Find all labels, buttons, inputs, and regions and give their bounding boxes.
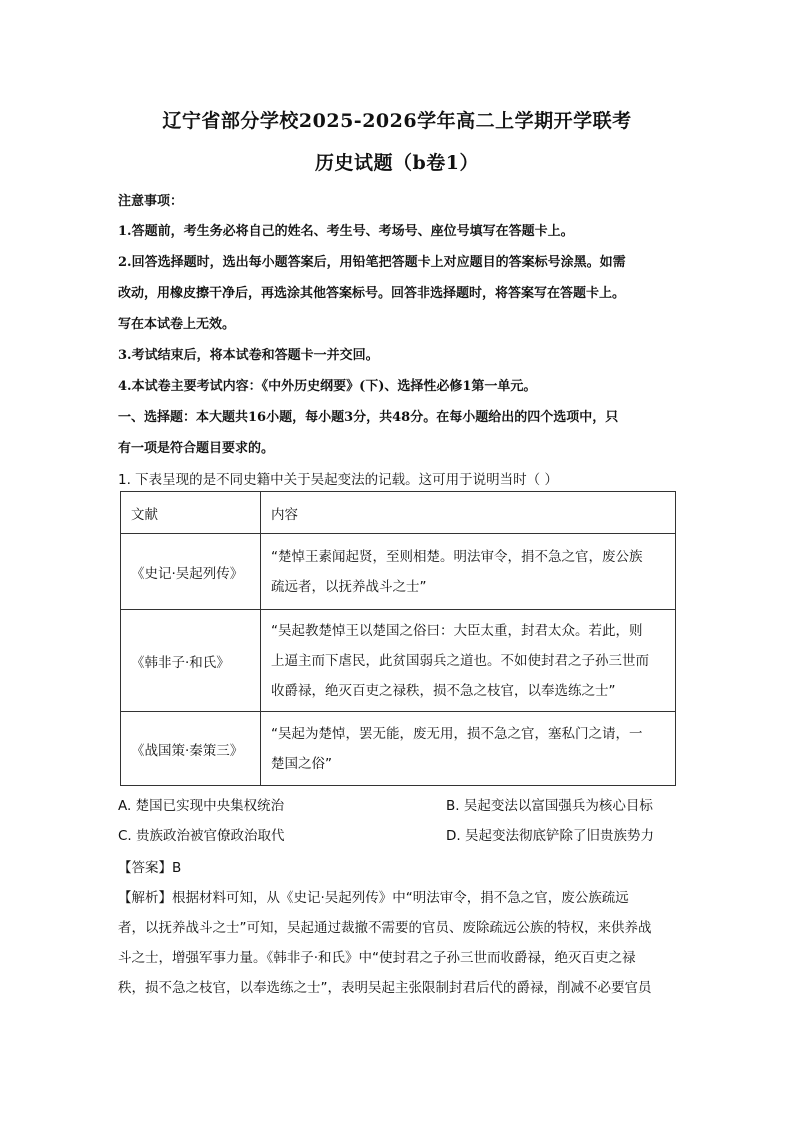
note-item: 写在本试卷上无效。 <box>118 317 236 332</box>
table-header-row <box>121 492 676 534</box>
row-content-line: 上逼主而下虐民，此贫国弱兵之道也。不如使封君之子孙三世而 <box>271 652 649 669</box>
option-d: D. 吴起变法彻底铲除了旧贵族势力 <box>446 828 654 844</box>
row-content-line: “吴起为楚悼，罢无能，废无用，损不急之官，塞私门之请，一 <box>271 725 643 742</box>
option-c: C. 贵族政治被官僚政治取代 <box>118 828 285 844</box>
row-source: 《史记·吴起列传》 <box>121 534 261 610</box>
row-content-line: 疏远者，以抚养战斗之士” <box>271 578 427 595</box>
analysis-line: 者，以抚养战斗之士”可知，吴起通过裁撤不需要的官员、废除疏远公族的特权，来供养战 <box>118 920 652 936</box>
note-item: 3.考试结束后，将本试卷和答题卡一并交回。 <box>118 348 379 363</box>
note-item: 改动，用橡皮擦干净后，再选涂其他答案标号。回答非选择题时，将答案写在答题卡上。 <box>118 286 626 301</box>
analysis-line: 秩，损不急之枝官，以奉选练之士”，表明吴起主张限制封君后代的爵禄，削减不必要官员 <box>118 980 652 996</box>
analysis-line: 【解析】根据材料可知，从《史记·吴起列传》中“明法审令，捐不急之官，废公族疏远 <box>118 890 629 906</box>
notes-heading: 注意事项： <box>118 194 184 209</box>
row-source: 《战国策·秦策三》 <box>121 712 261 786</box>
row-content-line: 楚国之俗” <box>271 755 332 772</box>
row-source: 《韩非子·和氏》 <box>121 610 261 712</box>
answer-line: 【答案】B <box>118 860 182 876</box>
source-table <box>120 491 676 786</box>
row-content <box>261 534 676 610</box>
section-heading: 一、选择题：本大题共16小题，每小题3分，共48分。在每小题给出的四个选项中，只 <box>118 410 619 425</box>
exam-subtitle: 历史试题（b卷1） <box>314 152 479 174</box>
row-content <box>261 712 676 786</box>
row-content-line: 收爵禄，绝灭百吏之禄秩，损不急之枝官，以奉选练之士” <box>271 682 616 699</box>
section-heading-cont: 有一项是符合题目要求的。 <box>118 441 275 456</box>
row-content <box>261 610 676 712</box>
row-content-line: “楚悼王素闻起贤，至则相楚。明法审令，捐不急之官，废公族 <box>271 548 643 565</box>
table-header-source: 文献 <box>121 492 261 534</box>
note-item: 2.回答选择题时，选出每小题答案后，用铅笔把答题卡上对应题目的答案标号涂黑。如需 <box>118 255 626 270</box>
note-item: 4.本试卷主要考试内容：《中外历史纲要》(下)、选择性必修1第一单元。 <box>118 379 537 394</box>
table-row <box>121 610 676 712</box>
table-row <box>121 534 676 610</box>
exam-title: 辽宁省部分学校2025-2026学年高二上学期开学联考 <box>162 110 632 132</box>
analysis-line: 斗之士，增强军事力量。《韩非子·和氏》中“使封君之子孙三世而收爵禄，绝灭百吏之禄 <box>118 950 636 966</box>
option-b: B. 吴起变法以富国强兵为核心目标 <box>446 798 653 814</box>
note-item: 1.答题前，考生务必将自己的姓名、考生号、考场号、座位号填写在答题卡上。 <box>118 224 574 239</box>
table-header-content: 内容 <box>261 492 676 534</box>
table-row <box>121 712 676 786</box>
row-content-line: “吴起教楚悼王以楚国之俗曰：大臣太重，封君太众。若此，则 <box>271 622 643 639</box>
question-stem: 1. 下表呈现的是不同史籍中关于吴起变法的记载。这可用于说明当时（ ） <box>118 472 558 488</box>
option-a: A. 楚国已实现中央集权统治 <box>118 798 285 814</box>
